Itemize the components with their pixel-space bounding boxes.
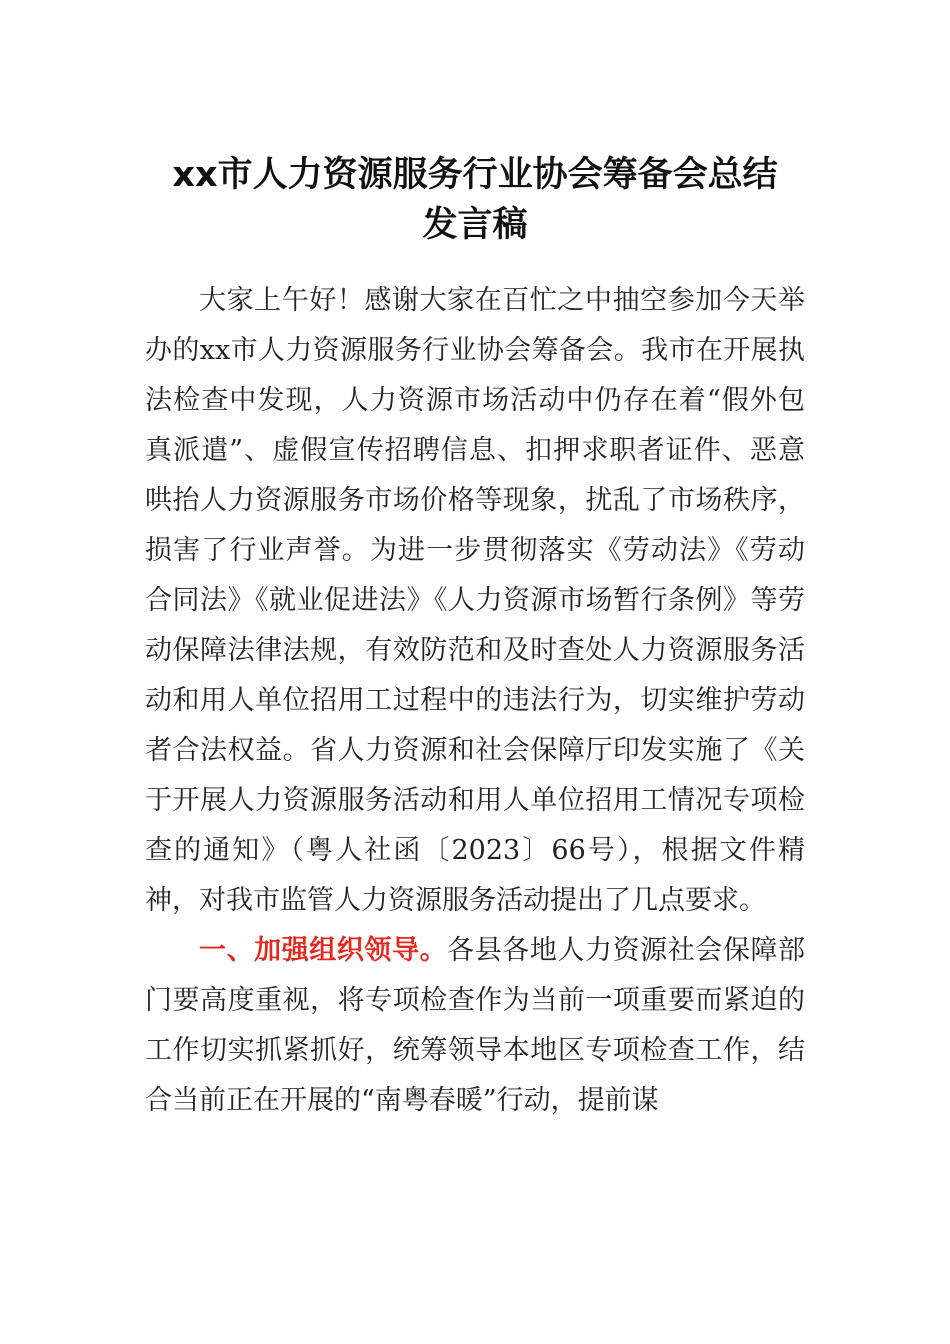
document-title	[140, 150, 810, 250]
paragraph-section-1	[145, 926, 805, 1126]
paragraph-intro: 大家上午好！感谢大家在百忙之中抽空参加今天举办的xx市人力资源服务行业协会筹备会。我市在开展执法检查中发现，人力资源市场活动中仍存在着“假外包真派遣”、虚假宣传招聘信息、扣押求职者证件、恶意哄抬人力资源服务市场价格等现象，扰乱了市场秩序，损害了行业声誉。为进一步贯彻落实《劳动法》《劳动合同法》《就业促进法》《人力资源市场暂行条例》等劳动保障法律法规，有效防范和及时查处人力资源服务活动和用人单位招用工过程中的违法行为，切实维护劳动者合法权益。省人力资源和社会保障厅印发实施了《关于开展人力资源服务活动和用人单位招用工情况专项检查的通知》（粤人社函〔2023〕66号），根据文件精神，对我市监管人力资源服务活动提出了几点要求。	[145, 285, 805, 916]
title-line-1: xx市人力资源服务行业协会筹备会总结	[172, 155, 778, 195]
document-body	[145, 276, 805, 1126]
section-1-heading: 一、加强组织领导。	[199, 935, 448, 966]
section-1-text: 各县各地人力资源社会保障部门要高度重视，将专项检查作为当前一项重要而紧迫的工作切实抓紧抓好，统筹领导本地区专项检查工作，结合当前正在开展的“南粤春暖”行动，提前谋	[145, 935, 806, 1116]
title-line-2: 发言稿	[422, 205, 528, 245]
